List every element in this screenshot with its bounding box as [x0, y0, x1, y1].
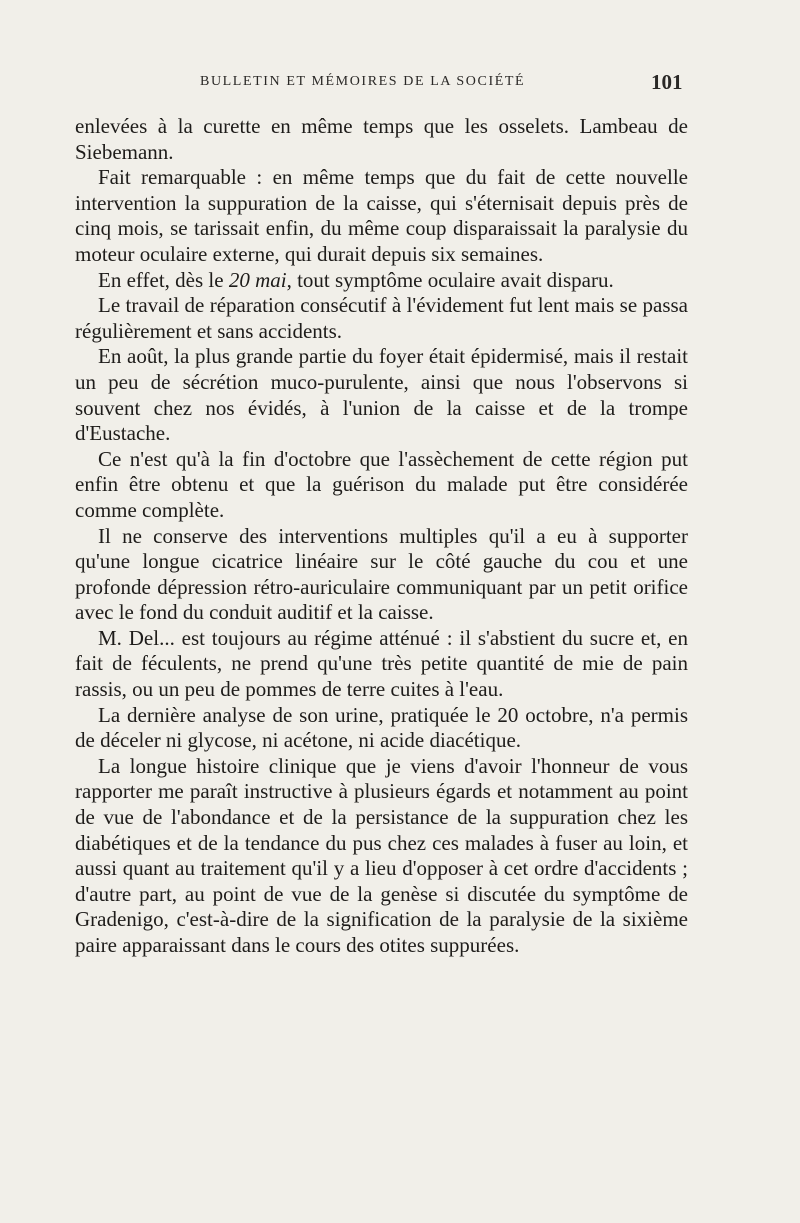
body-text	[75, 114, 688, 959]
paragraph: Le travail de réparation consécutif à l'évidement fut lent mais se passa régulièrement et sans accidents.	[75, 293, 688, 343]
paragraph-continuation: enlevées à la curette en même temps que les osselets. Lambeau de Siebemann.	[75, 114, 688, 164]
paragraph: Ce n'est qu'à la fin d'octobre que l'assèchement de cette région put enfin être obtenu et que la guérison du malade put être considérée comme complète.	[75, 446, 688, 522]
paragraph-date	[75, 268, 688, 294]
paragraph: La dernière analyse de son urine, pratiquée le 20 octobre, n'a permis de déceler ni glycose, ni acétone, ni acide diacétique.	[75, 702, 688, 753]
paragraph: Fait remarquable : en même temps que du fait de cette nouvelle intervention la suppuration de la caisse, qui s'éternisait depuis près de cinq mois, se tarissait enfin, du même coup disparaissait la paralysie du moteur oculaire externe, qui durait depuis six semaines.	[75, 165, 688, 266]
paragraph: M. Del... est toujours au régime atténué : il s'abstient du sucre et, en fait de féculents, ne prend qu'une très petite quantité de mie de pain rassis, ou un peu de pommes de terre cuites à l'eau.	[75, 625, 688, 702]
paragraph: En août, la plus grande partie du foyer était épidermisé, mais il restait un peu de sécrétion muco-purulente, ainsi que nous l'observons si souvent chez nos évidés, à l'union de la caisse et de la trompe d'Eustache.	[75, 344, 688, 446]
paragraph-text: , tout symptôme oculaire avait disparu.	[286, 267, 614, 292]
page-number: 101	[651, 70, 683, 94]
italic-date: 20 mai	[228, 267, 287, 292]
paragraph: Il ne conserve des interventions multiples qu'il a eu à supporter qu'une longue cicatrice linéaire sur le côté gauche du cou et une profonde dépression rétro-auriculaire communiquant par un petit orifice avec le fond du conduit auditif et la caisse.	[75, 523, 688, 625]
running-title: BULLETIN ET MÉMOIRES DE LA SOCIÉTÉ	[200, 74, 526, 89]
paragraph-text: En effet, dès le	[98, 267, 229, 292]
paragraph: La longue histoire clinique que je viens d'avoir l'honneur de vous rapporter me paraît instructive à plusieurs égards et notamment au point de vue de l'abondance et de la persistance de la suppuration chez les diabétiques et de la tendance du pus chez ces malades à fuser au loin, et aussi quant au traitement qu'il y a lieu d'opposer à cet ordre d'accidents ; d'autre part, au point de vue de la genèse si discutée du symptôme de Gradenigo, c'est-à-dire de la signification de la paralysie de la sixième paire apparaissant dans le cours des otites suppurées.	[75, 753, 688, 957]
